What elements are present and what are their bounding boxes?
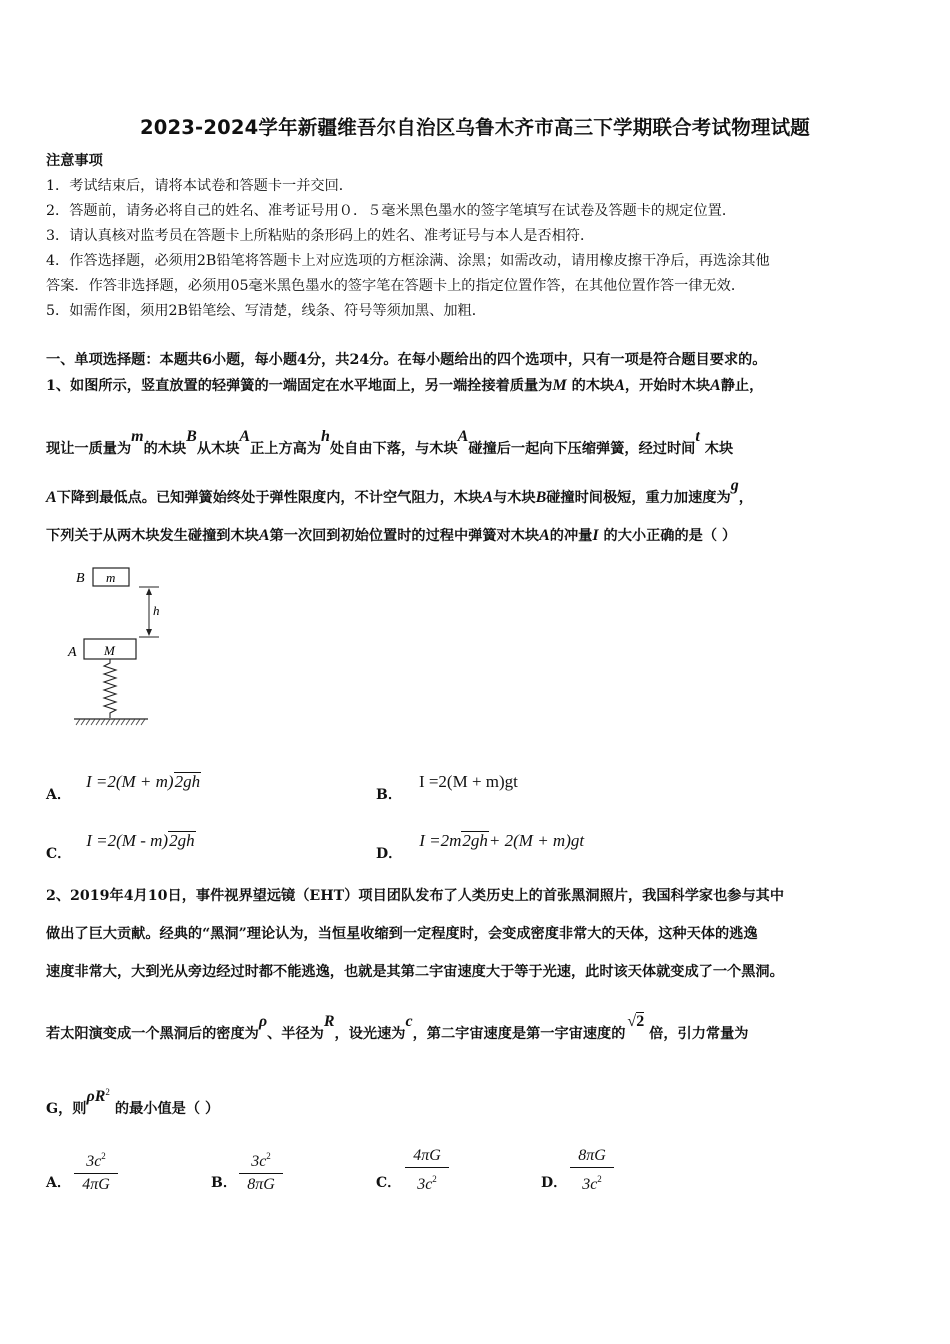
q2-line2: 做出了巨大贡献。经典的“黑洞”理论认为，当恒星收缩到一定程度时，会变成密度非常大的天体，这种天体的逃逸 — [46, 926, 758, 942]
notice-item: 4．作答选择题，必须用2B铅笔将答题卡上对应选项的方框涂满、涂黑；如需改动，请用橡皮擦干净后，再选涂其他 — [46, 253, 770, 269]
figure-label-M: M — [104, 643, 115, 658]
figure-label-b: B — [76, 571, 85, 586]
section-heading: 一、单项选择题：本题共6小题，每小题4分，共24分。在每小题给出的四个选项中，只有一项是符合题目要求的。 — [46, 352, 767, 368]
figure-label-m: m — [106, 570, 116, 585]
spring — [104, 659, 116, 718]
figure-label-h: h — [153, 603, 160, 618]
q1-option-c[interactable]: C． I =2(M - m)2gh — [46, 831, 195, 862]
q2-line4: 若太阳演变成一个黑洞后的密度为ρ、半径为R，设光速为c，第二宇宙速度是第一宇宙速度的√2 倍，引力常量为 — [46, 1013, 749, 1042]
q2-option-a[interactable]: A． — [46, 1175, 71, 1191]
q1-line1: 1、如图所示，竖直放置的轻弹簧的一端固定在水平地面上，另一端拴接着质量为M 的木块A，开始时木块A静止， — [46, 377, 764, 394]
q1-line2: 现让一质量为m的木块B从木块A正上方高为h处自由下落，与木块A碰撞后一起向下压缩弹簧，经过时间t 木块 — [46, 428, 734, 457]
q1-option-c-formula: I =2(M - m)2gh — [86, 831, 195, 850]
notice-item: 3．请认真核对监考员在答题卡上所粘贴的条形码上的姓名、准考证号与本人是否相符． — [46, 228, 595, 244]
figure-label-a: A — [68, 645, 77, 660]
q1-line3: A下降到最低点。已知弹簧始终处于弹性限度内，不计空气阻力，木块A与木块B碰撞时间极短，重力加速度为g， — [46, 477, 753, 506]
q1-option-d-formula: I =2m2gh+ 2(M + m)gt — [419, 831, 585, 850]
q1-option-d[interactable]: D． I =2m2gh+ 2(M + m)gt — [376, 831, 585, 862]
h-arrow-down — [146, 629, 152, 636]
q2-option-b[interactable]: B． — [211, 1175, 237, 1191]
q2-option-b-fraction: $3c^2$ 8πG — [239, 1146, 283, 1195]
h-arrow-up — [146, 588, 152, 595]
q1-option-a-formula: I =2(M + m)2gh — [85, 772, 201, 791]
q2-option-d-fraction: 8πG $3c^2$ — [570, 1146, 614, 1195]
notice-item: 答案．作答非选择题，必须用05毫米黑色墨水的签字笔在答题卡上的指定位置作答，在其他位置作答一律无效． — [46, 278, 746, 294]
q2-line1: 2、2019年4月10日，事件视界望远镜（EHT）项目团队发布了人类历史上的首张黑洞照片，我国科学家也参与其中 — [46, 888, 785, 904]
q1-line4: 下列关于从两木块发生碰撞到木块A第一次回到初始位置时的过程中弹簧对木块A的冲量I 的大小正确的是（ ） — [46, 527, 737, 544]
page-title: 2023-2024学年新疆维吾尔自治区乌鲁木齐市高三下学期联合考试物理试题 — [139, 116, 811, 139]
q2-line3: 速度非常大，大到光从旁边经过时都不能逃逸，也就是其第二宇宙速度大于等于光速，此时该天体就变成了一个黑洞。 — [46, 964, 784, 980]
notice-item: 5．如需作图，须用2B铅笔绘、写清楚，线条、符号等须加黑、加粗． — [46, 303, 486, 319]
q2-option-c[interactable]: C． — [376, 1175, 402, 1191]
q2-option-d[interactable]: D． — [541, 1175, 568, 1191]
q2-option-a-fraction: $3c^2$ 4πG — [74, 1146, 118, 1195]
ground-hatch — [76, 719, 145, 725]
q1-option-b[interactable]: B． I =2(M + m)gt — [376, 772, 518, 803]
q1-option-a[interactable]: A． I =2(M + m)2gh — [46, 772, 201, 803]
q2-line5: G，则$\rho R^2$ 的最小值是（ ） — [46, 1087, 220, 1117]
notice-item: 2．答题前，请务必将自己的姓名、准考证号用０．５毫米黑色墨水的签字笔填写在试卷及答题卡的规定位置． — [46, 203, 737, 219]
notice-item: 1．考试结束后，请将本试卷和答题卡一并交回． — [46, 178, 353, 194]
notice-heading: 注意事项 — [46, 153, 103, 169]
spring-block-figure — [64, 562, 164, 730]
q2-option-c-fraction: 4πG $3c^2$ — [405, 1146, 449, 1195]
q1-option-b-formula: I =2(M + m)gt — [418, 772, 518, 791]
